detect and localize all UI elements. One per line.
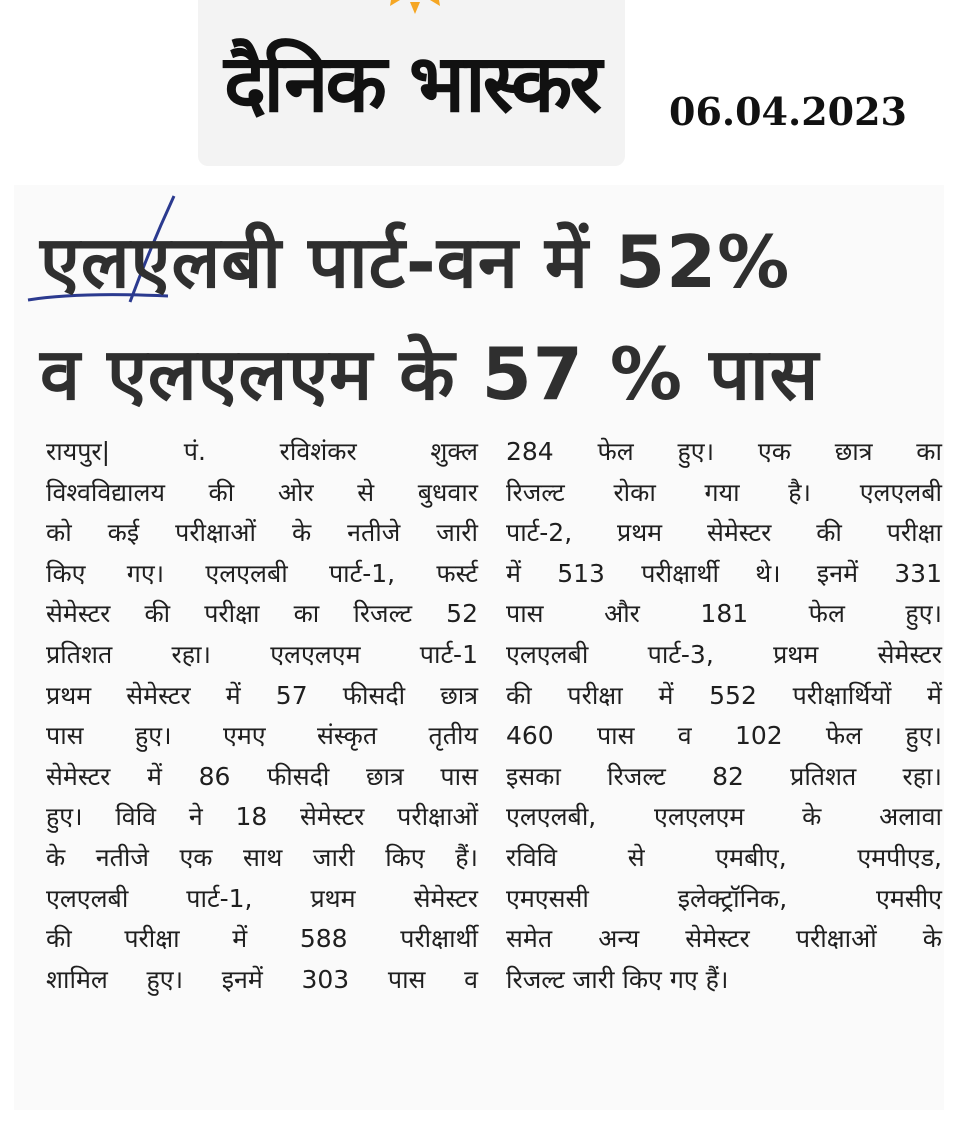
article-line: 284 फेल हुए। एक छात्र का	[506, 437, 942, 466]
article-line: में 513 परीक्षार्थी थे। इनमें 331	[506, 558, 942, 588]
article-column-right	[506, 432, 942, 1000]
article-line: सेमेस्टर की परीक्षा का रिजल्ट 52	[46, 599, 478, 629]
article-line: एलएलबी पार्ट-3, प्रथम सेमेस्टर	[506, 639, 942, 669]
article-line: को कई परीक्षाओं के नतीजे जारी	[46, 518, 478, 548]
newspaper-logo: दैनिक भास्कर	[223, 37, 600, 130]
article-line: 460 पास व 102 फेल हुए।	[506, 721, 942, 751]
article-line: के नतीजे एक साथ जारी किए हैं।	[46, 842, 478, 872]
article-line: हुए। विवि ने 18 सेमेस्टर परीक्षाओं	[46, 802, 478, 832]
article-line: प्रथम सेमेस्टर में 57 फीसदी छात्र	[46, 680, 478, 710]
headline-line-2: व एलएलएम के 57 % पास	[40, 332, 820, 416]
article-line: एमएससी इलेक्ट्रॉनिक, एमसीए	[506, 883, 942, 913]
article-line: रायपुर| पं. रविशंकर शुक्ल	[46, 437, 478, 466]
article-line: पास और 181 फेल हुए।	[506, 599, 942, 629]
article-line: विश्वविद्यालय की ओर से बुधवार	[46, 477, 478, 507]
newspaper-masthead	[198, 0, 625, 166]
article-line: रिजल्ट जारी किए गए हैं।	[506, 964, 729, 994]
article-line: पास हुए। एमए संस्कृत तृतीय	[46, 721, 478, 751]
sun-logo-icon	[370, 0, 460, 32]
article-line: प्रतिशत रहा। एलएलएम पार्ट-1	[46, 639, 478, 669]
article-column-left	[46, 432, 478, 1000]
article-line: शामिल हुए। इनमें 303 पास व	[46, 964, 478, 994]
article-line: एलएलबी, एलएलएम के अलावा	[506, 802, 942, 832]
article-line: एलएलबी पार्ट-1, प्रथम सेमेस्टर	[46, 883, 478, 913]
article-line: समेत अन्य सेमेस्टर परीक्षाओं के	[506, 924, 942, 954]
article-line: रिजल्ट रोका गया है। एलएलबी	[506, 477, 942, 507]
article-line: किए गए। एलएलबी पार्ट-1, फर्स्ट	[46, 558, 478, 588]
article-line: की परीक्षा में 552 परीक्षार्थियों में	[506, 680, 942, 710]
article-line: इसका रिजल्ट 82 प्रतिशत रहा।	[506, 761, 942, 791]
article-line: की परीक्षा में 588 परीक्षार्थी	[46, 924, 478, 954]
article-line: सेमेस्टर में 86 फीसदी छात्र पास	[46, 761, 478, 791]
publication-date: 06.04.2023	[669, 89, 907, 134]
article-line: रविवि से एमबीए, एमपीएड,	[506, 842, 942, 872]
headline-line-1: एलएलबी पार्ट-वन में 52%	[40, 220, 791, 304]
article-line: पार्ट-2, प्रथम सेमेस्टर की परीक्षा	[506, 518, 942, 548]
